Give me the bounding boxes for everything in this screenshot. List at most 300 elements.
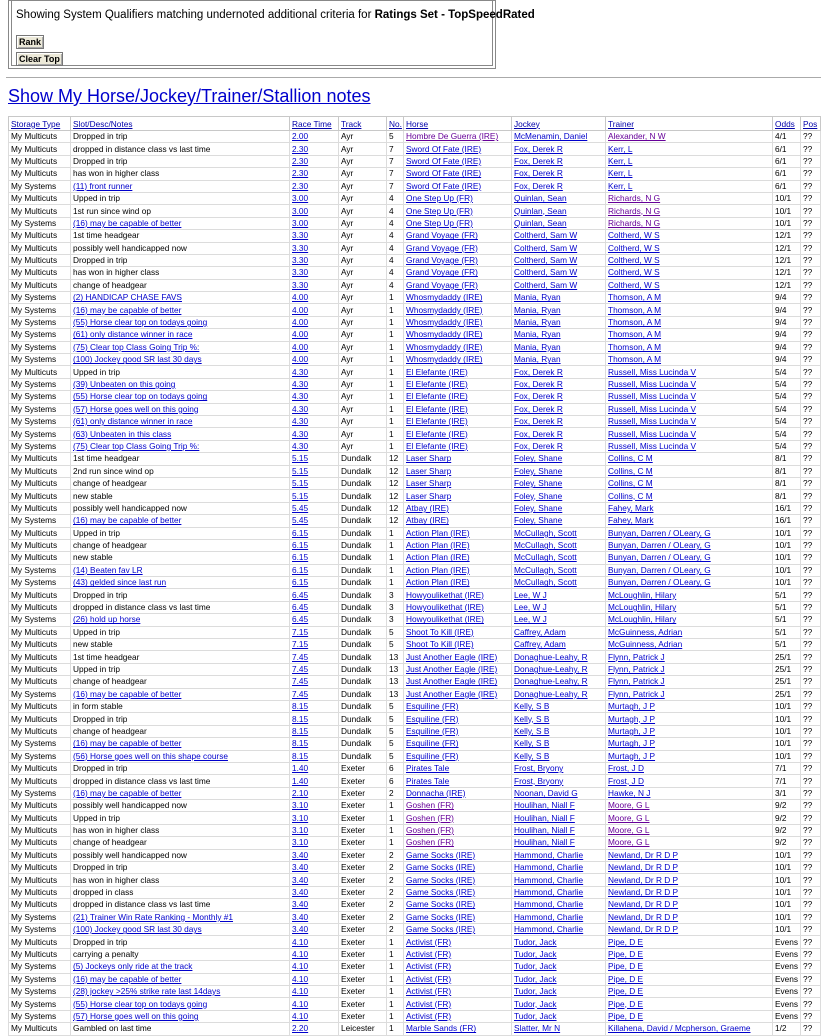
- jockey-link[interactable]: Lee, W J: [514, 602, 547, 613]
- jockey-link[interactable]: Mania, Ryan: [514, 292, 561, 303]
- cell-jockey[interactable]: [512, 391, 606, 403]
- trainer-link[interactable]: Collins, C M: [608, 453, 653, 464]
- cell-slot-desc-notes[interactable]: [71, 1010, 290, 1022]
- cell-jockey[interactable]: [512, 589, 606, 601]
- race-time-link[interactable]: 3.30: [292, 279, 309, 290]
- trainer-link[interactable]: McLoughlin, Hilary: [608, 614, 677, 625]
- cell-jockey[interactable]: [512, 663, 606, 675]
- cell-race-time[interactable]: [290, 292, 339, 304]
- cell-race-time[interactable]: [290, 589, 339, 601]
- jockey-link[interactable]: Coltherd, Sam W: [514, 255, 578, 266]
- cell-horse[interactable]: [404, 341, 512, 353]
- jockey-link[interactable]: Kelly, S B: [514, 738, 550, 749]
- horse-link[interactable]: Esquiline (FR): [406, 701, 459, 712]
- cell-slot-desc-notes[interactable]: [71, 391, 290, 403]
- trainer-link[interactable]: Moore, G L: [608, 812, 650, 823]
- horse-link[interactable]: Activist (FR): [406, 986, 452, 997]
- cell-horse[interactable]: [404, 515, 512, 527]
- cell-race-time[interactable]: [290, 465, 339, 477]
- cell-trainer[interactable]: [606, 1023, 773, 1035]
- cell-horse[interactable]: [404, 143, 512, 155]
- horse-link[interactable]: Action Plan (IRE): [406, 552, 470, 563]
- race-time-link[interactable]: 5.15: [292, 453, 309, 464]
- horse-link[interactable]: Just Another Eagle (IRE): [406, 651, 498, 662]
- horse-link[interactable]: Laser Sharp: [406, 490, 452, 501]
- trainer-link[interactable]: Fahey, Mark: [608, 515, 654, 526]
- jockey-link[interactable]: Tudor, Jack: [514, 973, 557, 984]
- race-time-link[interactable]: 3.40: [292, 924, 309, 935]
- trainer-link[interactable]: Pipe, D E: [608, 948, 644, 959]
- jockey-link[interactable]: Kelly, S B: [514, 725, 550, 736]
- cell-horse[interactable]: [404, 329, 512, 341]
- slot-desc-notes-link[interactable]: (11) front runner: [73, 180, 133, 191]
- cell-trainer[interactable]: [606, 948, 773, 960]
- cell-trainer[interactable]: [606, 341, 773, 353]
- slot-desc-notes-link[interactable]: (14) Beaten fav LR: [73, 564, 143, 575]
- jockey-link[interactable]: Mania, Ryan: [514, 304, 561, 315]
- cell-jockey[interactable]: [512, 577, 606, 589]
- column-header-odds[interactable]: Odds: [773, 117, 801, 131]
- slot-desc-notes-link[interactable]: (57) Horse goes well on this going: [73, 1010, 199, 1021]
- race-time-link[interactable]: 3.40: [292, 911, 309, 922]
- jockey-link[interactable]: Fox, Derek R: [514, 155, 563, 166]
- cell-slot-desc-notes[interactable]: [71, 688, 290, 700]
- show-notes-link[interactable]: Show My Horse/Jockey/Trainer/Stallion notes: [8, 86, 371, 106]
- cell-horse[interactable]: [404, 614, 512, 626]
- horse-link[interactable]: Laser Sharp: [406, 453, 452, 464]
- cell-horse[interactable]: [404, 762, 512, 774]
- clear-top-button[interactable]: Clear Top: [16, 52, 63, 66]
- race-time-link[interactable]: 7.45: [292, 676, 309, 687]
- horse-link[interactable]: Game Socks (IRE): [406, 849, 476, 860]
- jockey-link[interactable]: Donaghue-Leahy, R: [514, 676, 588, 687]
- trainer-link[interactable]: Russell, Miss Lucinda V: [608, 391, 697, 402]
- cell-trainer[interactable]: [606, 440, 773, 452]
- trainer-link[interactable]: Coltherd, W S: [608, 267, 660, 278]
- jockey-link[interactable]: Coltherd, Sam W: [514, 267, 578, 278]
- cell-race-time[interactable]: [290, 477, 339, 489]
- race-time-link[interactable]: 7.45: [292, 688, 309, 699]
- cell-slot-desc-notes[interactable]: [71, 924, 290, 936]
- cell-horse[interactable]: [404, 316, 512, 328]
- cell-race-time[interactable]: [290, 614, 339, 626]
- cell-race-time[interactable]: [290, 862, 339, 874]
- horse-link[interactable]: Sword Of Fate (IRE): [406, 180, 482, 191]
- trainer-link[interactable]: Moore, G L: [608, 837, 650, 848]
- jockey-link[interactable]: Houlihan, Niall F: [514, 812, 575, 823]
- cell-slot-desc-notes[interactable]: [71, 961, 290, 973]
- slot-desc-notes-link[interactable]: (43) gelded since last run: [73, 577, 167, 588]
- race-time-link[interactable]: 6.15: [292, 527, 309, 538]
- cell-horse[interactable]: [404, 254, 512, 266]
- cell-horse[interactable]: [404, 985, 512, 997]
- cell-horse[interactable]: [404, 874, 512, 886]
- horse-link[interactable]: Sword Of Fate (IRE): [406, 168, 482, 179]
- jockey-link[interactable]: Kelly, S B: [514, 750, 550, 761]
- cell-race-time[interactable]: [290, 874, 339, 886]
- cell-horse[interactable]: [404, 725, 512, 737]
- cell-jockey[interactable]: [512, 1023, 606, 1035]
- cell-trainer[interactable]: [606, 292, 773, 304]
- jockey-link[interactable]: Kelly, S B: [514, 713, 550, 724]
- cell-jockey[interactable]: [512, 973, 606, 985]
- cell-jockey[interactable]: [512, 564, 606, 576]
- cell-horse[interactable]: [404, 886, 512, 898]
- horse-link[interactable]: Goshen (FR): [406, 812, 454, 823]
- cell-trainer[interactable]: [606, 539, 773, 551]
- trainer-link[interactable]: McLoughlin, Hilary: [608, 589, 677, 600]
- horse-link[interactable]: Game Socks (IRE): [406, 874, 476, 885]
- cell-horse[interactable]: [404, 589, 512, 601]
- race-time-link[interactable]: 5.45: [292, 515, 309, 526]
- race-time-link[interactable]: 5.15: [292, 478, 309, 489]
- horse-link[interactable]: Activist (FR): [406, 998, 452, 1009]
- cell-slot-desc-notes[interactable]: [71, 428, 290, 440]
- cell-jockey[interactable]: [512, 837, 606, 849]
- cell-jockey[interactable]: [512, 131, 606, 143]
- trainer-link[interactable]: Collins, C M: [608, 465, 653, 476]
- trainer-link[interactable]: Murtagh, J P: [608, 738, 656, 749]
- jockey-link[interactable]: Hammond, Charlie: [514, 862, 584, 873]
- cell-race-time[interactable]: [290, 985, 339, 997]
- jockey-link[interactable]: Quinlan, Sean: [514, 193, 567, 204]
- slot-desc-notes-link[interactable]: (21) Trainer Win Rate Ranking - Monthly #1: [73, 911, 234, 922]
- cell-race-time[interactable]: [290, 998, 339, 1010]
- cell-trainer[interactable]: [606, 973, 773, 985]
- cell-horse[interactable]: [404, 601, 512, 613]
- jockey-link[interactable]: Hammond, Charlie: [514, 899, 584, 910]
- race-time-link[interactable]: 3.10: [292, 837, 309, 848]
- cell-race-time[interactable]: [290, 787, 339, 799]
- slot-desc-notes-link[interactable]: (16) may be capable of better: [73, 787, 182, 798]
- cell-jockey[interactable]: [512, 601, 606, 613]
- cell-horse[interactable]: [404, 775, 512, 787]
- horse-link[interactable]: Esquiline (FR): [406, 738, 459, 749]
- cell-trainer[interactable]: [606, 601, 773, 613]
- cell-jockey[interactable]: [512, 849, 606, 861]
- jockey-link[interactable]: Tudor, Jack: [514, 961, 557, 972]
- cell-jockey[interactable]: [512, 800, 606, 812]
- race-time-link[interactable]: 8.15: [292, 725, 309, 736]
- jockey-link[interactable]: Mania, Ryan: [514, 317, 561, 328]
- slot-desc-notes-link[interactable]: (55) Horse clear top on todays going: [73, 391, 208, 402]
- trainer-link[interactable]: Bunyan, Darren / OLeary, G: [608, 552, 711, 563]
- cell-trainer[interactable]: [606, 899, 773, 911]
- horse-link[interactable]: Laser Sharp: [406, 478, 452, 489]
- race-time-link[interactable]: 4.00: [292, 304, 309, 315]
- race-time-link[interactable]: 5.45: [292, 502, 309, 513]
- cell-trainer[interactable]: [606, 267, 773, 279]
- cell-jockey[interactable]: [512, 626, 606, 638]
- cell-jockey[interactable]: [512, 354, 606, 366]
- cell-jockey[interactable]: [512, 552, 606, 564]
- cell-race-time[interactable]: [290, 192, 339, 204]
- cell-race-time[interactable]: [290, 775, 339, 787]
- cell-race-time[interactable]: [290, 279, 339, 291]
- jockey-link[interactable]: Tudor, Jack: [514, 986, 557, 997]
- slot-desc-notes-link[interactable]: (16) may be capable of better: [73, 515, 182, 526]
- race-time-link[interactable]: 2.30: [292, 143, 309, 154]
- horse-link[interactable]: Just Another Eagle (IRE): [406, 688, 498, 699]
- cell-race-time[interactable]: [290, 217, 339, 229]
- cell-jockey[interactable]: [512, 639, 606, 651]
- cell-trainer[interactable]: [606, 143, 773, 155]
- cell-jockey[interactable]: [512, 762, 606, 774]
- horse-link[interactable]: Howyoulikethat (IRE): [406, 602, 484, 613]
- cell-horse[interactable]: [404, 862, 512, 874]
- cell-horse[interactable]: [404, 180, 512, 192]
- cell-race-time[interactable]: [290, 911, 339, 923]
- trainer-link[interactable]: Kerr, L: [608, 168, 633, 179]
- cell-trainer[interactable]: [606, 329, 773, 341]
- horse-link[interactable]: El Elefante (IRE): [406, 428, 468, 439]
- cell-horse[interactable]: [404, 849, 512, 861]
- cell-trainer[interactable]: [606, 800, 773, 812]
- race-time-link[interactable]: 2.30: [292, 180, 309, 191]
- trainer-link[interactable]: Collins, C M: [608, 490, 653, 501]
- cell-slot-desc-notes[interactable]: [71, 304, 290, 316]
- horse-link[interactable]: Goshen (FR): [406, 800, 454, 811]
- horse-link[interactable]: Activist (FR): [406, 1010, 452, 1021]
- cell-horse[interactable]: [404, 502, 512, 514]
- cell-jockey[interactable]: [512, 403, 606, 415]
- cell-trainer[interactable]: [606, 131, 773, 143]
- trainer-link[interactable]: McGuinness, Adrian: [608, 639, 683, 650]
- cell-horse[interactable]: [404, 800, 512, 812]
- race-time-link[interactable]: 6.45: [292, 602, 309, 613]
- horse-link[interactable]: El Elefante (IRE): [406, 391, 468, 402]
- jockey-link[interactable]: Foley, Shane: [514, 465, 563, 476]
- horse-link[interactable]: Atbay (IRE): [406, 502, 449, 513]
- horse-link[interactable]: Grand Voyage (FR): [406, 255, 478, 266]
- trainer-link[interactable]: Flynn, Patrick J: [608, 688, 665, 699]
- slot-desc-notes-link[interactable]: (55) Horse clear top on todays going: [73, 317, 208, 328]
- cell-slot-desc-notes[interactable]: [71, 515, 290, 527]
- trainer-link[interactable]: Richards, N G: [608, 193, 661, 204]
- race-time-link[interactable]: 5.15: [292, 490, 309, 501]
- cell-slot-desc-notes[interactable]: [71, 329, 290, 341]
- cell-race-time[interactable]: [290, 205, 339, 217]
- cell-jockey[interactable]: [512, 1010, 606, 1022]
- jockey-link[interactable]: Coltherd, Sam W: [514, 242, 578, 253]
- cell-race-time[interactable]: [290, 837, 339, 849]
- race-time-link[interactable]: 7.45: [292, 663, 309, 674]
- jockey-link[interactable]: Hammond, Charlie: [514, 887, 584, 898]
- slot-desc-notes-link[interactable]: (16) may be capable of better: [73, 973, 182, 984]
- cell-jockey[interactable]: [512, 936, 606, 948]
- cell-race-time[interactable]: [290, 936, 339, 948]
- cell-jockey[interactable]: [512, 886, 606, 898]
- jockey-link[interactable]: Fox, Derek R: [514, 143, 563, 154]
- jockey-link[interactable]: Caffrey, Adam: [514, 626, 566, 637]
- jockey-link[interactable]: Fox, Derek R: [514, 440, 563, 451]
- cell-horse[interactable]: [404, 267, 512, 279]
- jockey-link[interactable]: Quinlan, Sean: [514, 217, 567, 228]
- cell-race-time[interactable]: [290, 973, 339, 985]
- race-time-link[interactable]: 3.40: [292, 874, 309, 885]
- trainer-link[interactable]: Thomson, A M: [608, 329, 662, 340]
- race-time-link[interactable]: 6.45: [292, 589, 309, 600]
- horse-link[interactable]: Pirates Tale: [406, 763, 450, 774]
- cell-horse[interactable]: [404, 168, 512, 180]
- horse-link[interactable]: Activist (FR): [406, 973, 452, 984]
- trainer-link[interactable]: Flynn, Patrick J: [608, 676, 665, 687]
- trainer-link[interactable]: Newland, Dr R D P: [608, 874, 679, 885]
- cell-jockey[interactable]: [512, 192, 606, 204]
- cell-jockey[interactable]: [512, 155, 606, 167]
- race-time-link[interactable]: 3.40: [292, 887, 309, 898]
- cell-horse[interactable]: [404, 837, 512, 849]
- trainer-link[interactable]: Russell, Miss Lucinda V: [608, 379, 697, 389]
- cell-horse[interactable]: [404, 639, 512, 651]
- cell-trainer[interactable]: [606, 527, 773, 539]
- trainer-link[interactable]: Kerr, L: [608, 155, 633, 166]
- trainer-link[interactable]: Murtagh, J P: [608, 713, 656, 724]
- slot-desc-notes-link[interactable]: (100) Jockey good SR last 30 days: [73, 924, 202, 935]
- cell-horse[interactable]: [404, 676, 512, 688]
- trainer-link[interactable]: Kerr, L: [608, 180, 633, 191]
- race-time-link[interactable]: 3.40: [292, 899, 309, 910]
- cell-jockey[interactable]: [512, 477, 606, 489]
- rank-button[interactable]: Rank: [16, 35, 44, 49]
- trainer-link[interactable]: Flynn, Patrick J: [608, 663, 665, 674]
- cell-jockey[interactable]: [512, 341, 606, 353]
- cell-jockey[interactable]: [512, 453, 606, 465]
- trainer-link[interactable]: Thomson, A M: [608, 304, 662, 315]
- cell-jockey[interactable]: [512, 143, 606, 155]
- slot-desc-notes-link[interactable]: (56) Horse goes well on this shape course: [73, 750, 228, 761]
- cell-horse[interactable]: [404, 824, 512, 836]
- race-time-link[interactable]: 6.45: [292, 614, 309, 625]
- horse-link[interactable]: El Elefante (IRE): [406, 440, 468, 451]
- cell-jockey[interactable]: [512, 899, 606, 911]
- jockey-link[interactable]: Hammond, Charlie: [514, 874, 584, 885]
- cell-trainer[interactable]: [606, 911, 773, 923]
- jockey-link[interactable]: Quinlan, Sean: [514, 205, 567, 216]
- cell-horse[interactable]: [404, 626, 512, 638]
- race-time-link[interactable]: 7.45: [292, 651, 309, 662]
- trainer-link[interactable]: Coltherd, W S: [608, 255, 660, 266]
- race-time-link[interactable]: 3.30: [292, 267, 309, 278]
- cell-horse[interactable]: [404, 539, 512, 551]
- cell-race-time[interactable]: [290, 440, 339, 452]
- jockey-link[interactable]: Fox, Derek R: [514, 366, 563, 377]
- cell-slot-desc-notes[interactable]: [71, 564, 290, 576]
- race-time-link[interactable]: 4.30: [292, 416, 309, 427]
- race-time-link[interactable]: 4.30: [292, 440, 309, 451]
- jockey-link[interactable]: McCullagh, Scott: [514, 552, 577, 563]
- jockey-link[interactable]: Coltherd, Sam W: [514, 230, 578, 241]
- horse-link[interactable]: Action Plan (IRE): [406, 564, 470, 575]
- trainer-link[interactable]: Newland, Dr R D P: [608, 911, 679, 922]
- trainer-link[interactable]: Newland, Dr R D P: [608, 862, 679, 873]
- cell-horse[interactable]: [404, 713, 512, 725]
- horse-link[interactable]: Action Plan (IRE): [406, 577, 470, 588]
- cell-horse[interactable]: [404, 527, 512, 539]
- cell-horse[interactable]: [404, 366, 512, 378]
- cell-jockey[interactable]: [512, 279, 606, 291]
- cell-trainer[interactable]: [606, 700, 773, 712]
- cell-jockey[interactable]: [512, 502, 606, 514]
- cell-horse[interactable]: [404, 948, 512, 960]
- cell-trainer[interactable]: [606, 205, 773, 217]
- cell-trainer[interactable]: [606, 924, 773, 936]
- cell-trainer[interactable]: [606, 477, 773, 489]
- race-time-link[interactable]: 4.00: [292, 317, 309, 328]
- race-time-link[interactable]: 2.20: [292, 1023, 309, 1034]
- cell-race-time[interactable]: [290, 1023, 339, 1035]
- horse-link[interactable]: Activist (FR): [406, 936, 452, 947]
- horse-link[interactable]: Grand Voyage (FR): [406, 242, 478, 253]
- cell-horse[interactable]: [404, 651, 512, 663]
- cell-horse[interactable]: [404, 663, 512, 675]
- cell-horse[interactable]: [404, 961, 512, 973]
- cell-trainer[interactable]: [606, 354, 773, 366]
- horse-link[interactable]: Goshen (FR): [406, 825, 454, 836]
- race-time-link[interactable]: 1.40: [292, 763, 309, 774]
- trainer-link[interactable]: Pipe, D E: [608, 1010, 644, 1021]
- cell-race-time[interactable]: [290, 688, 339, 700]
- cell-trainer[interactable]: [606, 651, 773, 663]
- cell-horse[interactable]: [404, 453, 512, 465]
- race-time-link[interactable]: 7.15: [292, 626, 309, 637]
- cell-trainer[interactable]: [606, 849, 773, 861]
- cell-race-time[interactable]: [290, 639, 339, 651]
- cell-trainer[interactable]: [606, 465, 773, 477]
- trainer-link[interactable]: Newland, Dr R D P: [608, 849, 679, 860]
- race-time-link[interactable]: 8.15: [292, 750, 309, 761]
- trainer-link[interactable]: Richards, N G: [608, 205, 661, 216]
- horse-link[interactable]: Pirates Tale: [406, 775, 450, 786]
- trainer-link[interactable]: Collins, C M: [608, 478, 653, 489]
- horse-link[interactable]: One Step Up (FR): [406, 205, 473, 216]
- cell-race-time[interactable]: [290, 676, 339, 688]
- horse-link[interactable]: Game Socks (IRE): [406, 887, 476, 898]
- cell-horse[interactable]: [404, 973, 512, 985]
- jockey-link[interactable]: Fox, Derek R: [514, 168, 563, 179]
- cell-race-time[interactable]: [290, 180, 339, 192]
- cell-trainer[interactable]: [606, 886, 773, 898]
- cell-trainer[interactable]: [606, 663, 773, 675]
- cell-horse[interactable]: [404, 354, 512, 366]
- horse-link[interactable]: Game Socks (IRE): [406, 899, 476, 910]
- cell-trainer[interactable]: [606, 378, 773, 390]
- trainer-link[interactable]: Bunyan, Darren / OLeary, G: [608, 577, 711, 588]
- cell-jockey[interactable]: [512, 998, 606, 1010]
- slot-desc-notes-link[interactable]: (28) jockey >25% strike rate last 14days: [73, 986, 221, 997]
- cell-race-time[interactable]: [290, 961, 339, 973]
- trainer-link[interactable]: Pipe, D E: [608, 998, 644, 1009]
- jockey-link[interactable]: Hammond, Charlie: [514, 849, 584, 860]
- trainer-link[interactable]: Coltherd, W S: [608, 279, 660, 290]
- horse-link[interactable]: Atbay (IRE): [406, 515, 449, 526]
- race-time-link[interactable]: 2.30: [292, 168, 309, 179]
- trainer-link[interactable]: Russell, Miss Lucinda V: [608, 428, 697, 439]
- jockey-link[interactable]: Lee, W J: [514, 589, 547, 600]
- cell-trainer[interactable]: [606, 961, 773, 973]
- cell-jockey[interactable]: [512, 738, 606, 750]
- slot-desc-notes-link[interactable]: (16) may be capable of better: [73, 217, 182, 228]
- cell-jockey[interactable]: [512, 329, 606, 341]
- trainer-link[interactable]: Richards, N G: [608, 217, 661, 228]
- jockey-link[interactable]: Donaghue-Leahy, R: [514, 663, 588, 674]
- cell-horse[interactable]: [404, 217, 512, 229]
- cell-race-time[interactable]: [290, 552, 339, 564]
- horse-link[interactable]: Game Socks (IRE): [406, 911, 476, 922]
- slot-desc-notes-link[interactable]: (16) may be capable of better: [73, 688, 182, 699]
- cell-race-time[interactable]: [290, 316, 339, 328]
- cell-horse[interactable]: [404, 936, 512, 948]
